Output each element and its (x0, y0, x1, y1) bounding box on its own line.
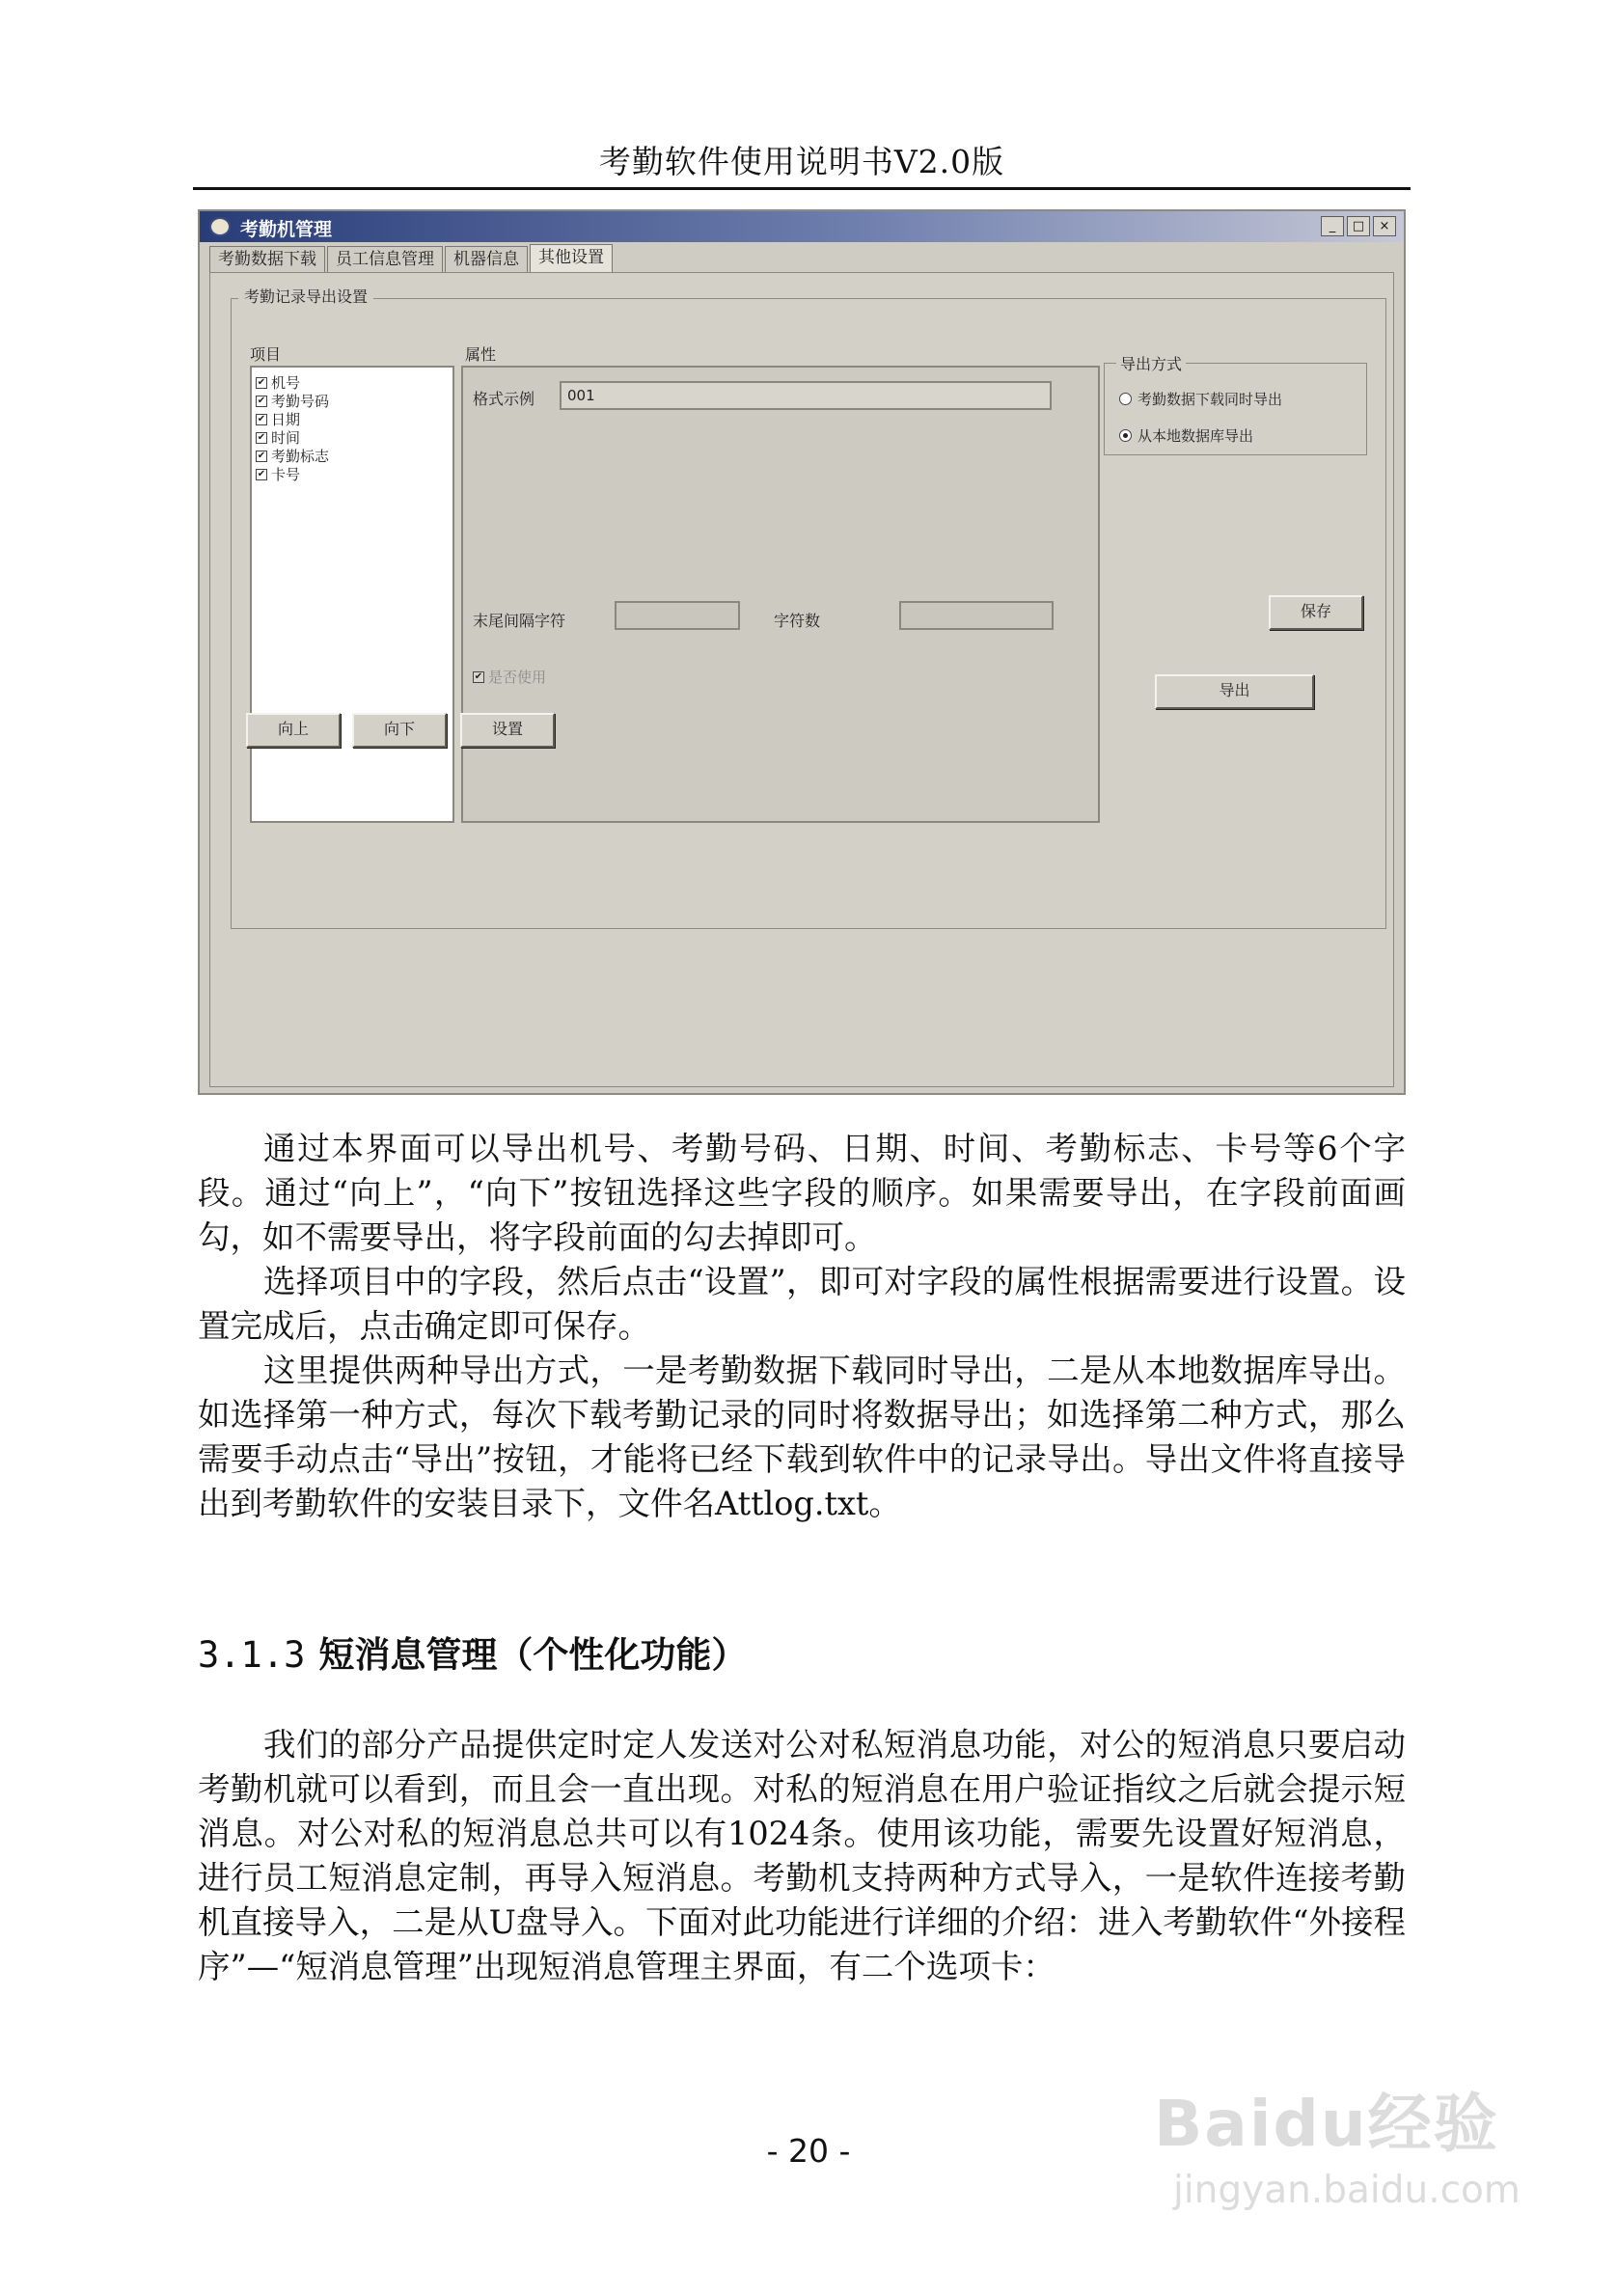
enabled-checkbox-row[interactable] (473, 667, 546, 687)
header-rule (193, 187, 1411, 190)
list-item[interactable]: ✔ 考勤标志 (257, 448, 330, 465)
list-item[interactable]: ✔ 考勤号码 (257, 393, 330, 410)
minimize-icon[interactable]: _ (1321, 216, 1344, 236)
section-title: 短消息管理（个性化功能） (318, 1634, 748, 1676)
list-item[interactable]: ✔ 时间 (257, 429, 301, 447)
checkbox-checked-icon[interactable]: ✔ (257, 450, 266, 461)
page-number: - 20 - (766, 2132, 851, 2170)
tab-employee-info[interactable]: 员工信息管理 (327, 246, 443, 273)
save-button[interactable]: 保存 (1269, 595, 1363, 630)
tab-attendance-download[interactable]: 考勤数据下载 (209, 246, 325, 273)
section-number: 3.1.3 (198, 1634, 306, 1676)
move-down-button[interactable]: 向下 (352, 713, 447, 748)
format-example-field[interactable]: 001 (560, 381, 1052, 410)
window-titlebar (200, 211, 1404, 242)
radio-download-export[interactable]: 考勤数据下载同时导出 (1119, 389, 1282, 409)
tab-other-settings[interactable]: 其他设置 (530, 244, 613, 273)
tail-separator-label: 末尾间隔字符 (473, 612, 566, 630)
maximize-icon[interactable]: □ (1347, 216, 1370, 236)
paragraph-export-fields: 通过本界面可以导出机号、考勤号码、日期、时间、考勤标志、卡号等6个字段。通过“向上”，“向下”按钮选择这些字段的顺序。如果需要导出，在字段前面画勾，如不需要导出，将字段前面的勾去掉即可。 (198, 1130, 1406, 1256)
close-icon[interactable]: × (1373, 216, 1396, 236)
checkbox-checked-icon[interactable]: ✔ (257, 376, 266, 388)
watermark-logo: Baidu经验 (1154, 2087, 1499, 2161)
move-up-button[interactable]: 向上 (246, 713, 341, 748)
paragraph-field-settings: 选择项目中的字段，然后点击“设置”，即可对字段的属性根据需要进行设置。设置完成后，点击确定即可保存。 (198, 1263, 1406, 1345)
list-item[interactable]: ✔ 卡号 (257, 466, 301, 483)
char-count-field[interactable] (899, 601, 1054, 630)
checkbox-checked-icon[interactable]: ✔ (257, 413, 266, 424)
baidu-watermark (1154, 2072, 1521, 2255)
checkbox-checked-icon[interactable]: ✔ (257, 468, 266, 479)
list-item[interactable]: ✔ 机号 (257, 374, 301, 392)
attribute-panel (461, 366, 1100, 823)
group-title: 考勤记录导出设置 (238, 285, 373, 307)
export-button[interactable]: 导出 (1155, 674, 1314, 709)
checkbox-checked-icon[interactable]: ✔ (257, 395, 266, 406)
app-icon (209, 217, 231, 236)
window-title: 考勤机管理 (240, 219, 333, 240)
format-example-label: 格式示例 (473, 390, 535, 408)
section-heading (198, 1626, 747, 1678)
checkbox-disabled-icon[interactable]: ✔ (474, 670, 483, 682)
field-list (250, 366, 454, 823)
paragraph-export-modes: 这里提供两种导出方式，一是考勤数据下载同时导出，二是从本地数据库导出。如选择第一种方式，每次下载考勤记录的同时将数据导出；如选择第二种方式，那么需要手动点击“导出”按钮，才能将已经下载到软件中的记录导出。导出文件将直接导出到考勤软件的安装目录下，文件名Attlog.txt。 (198, 1352, 1406, 1522)
enabled-label: 是否使用 (488, 669, 547, 686)
paragraph-short-messages: 我们的部分产品提供定时定人发送对公对私短消息功能，对公的短消息只要启动考勤机就可以看到，而且会一直出现。对私的短消息在用户验证指纹之后就会提示短消息。对公对私的短消息总共可以有1024条。使用该功能，需要先设置好短消息，进行员工短消息定制，再导入短消息。考勤机支持两种方式导入，一是软件连接考勤机直接导入，二是从U盘导入。下面对此功能进行详细的介绍：进入考勤软件“外接程序”—“短消息管理”出现短消息管理主界面，有二个选项卡： (198, 1726, 1406, 1985)
char-count-label: 字符数 (774, 612, 821, 630)
tab-machine-info[interactable]: 机器信息 (445, 246, 528, 273)
attributes-label: 属性 (465, 345, 497, 364)
settings-button[interactable]: 设置 (460, 713, 555, 748)
window-controls (1321, 216, 1396, 236)
watermark-url: jingyan.baidu.com (1173, 2169, 1521, 2212)
items-label: 项目 (250, 345, 282, 364)
radio-unselected-icon[interactable] (1119, 393, 1132, 405)
list-item[interactable]: ✔ 日期 (257, 411, 301, 428)
export-mode-title: 导出方式 (1116, 352, 1186, 374)
checkbox-checked-icon[interactable]: ✔ (257, 431, 266, 443)
document-title: 考勤软件使用说明书V2.0版 (598, 143, 1005, 180)
radio-selected-icon[interactable] (1119, 429, 1132, 442)
radio-local-db-export[interactable]: 从本地数据库导出 (1119, 425, 1253, 446)
tab-strip (209, 244, 615, 273)
tail-separator-field[interactable] (615, 601, 740, 630)
attendance-manager-window (198, 209, 1406, 1095)
